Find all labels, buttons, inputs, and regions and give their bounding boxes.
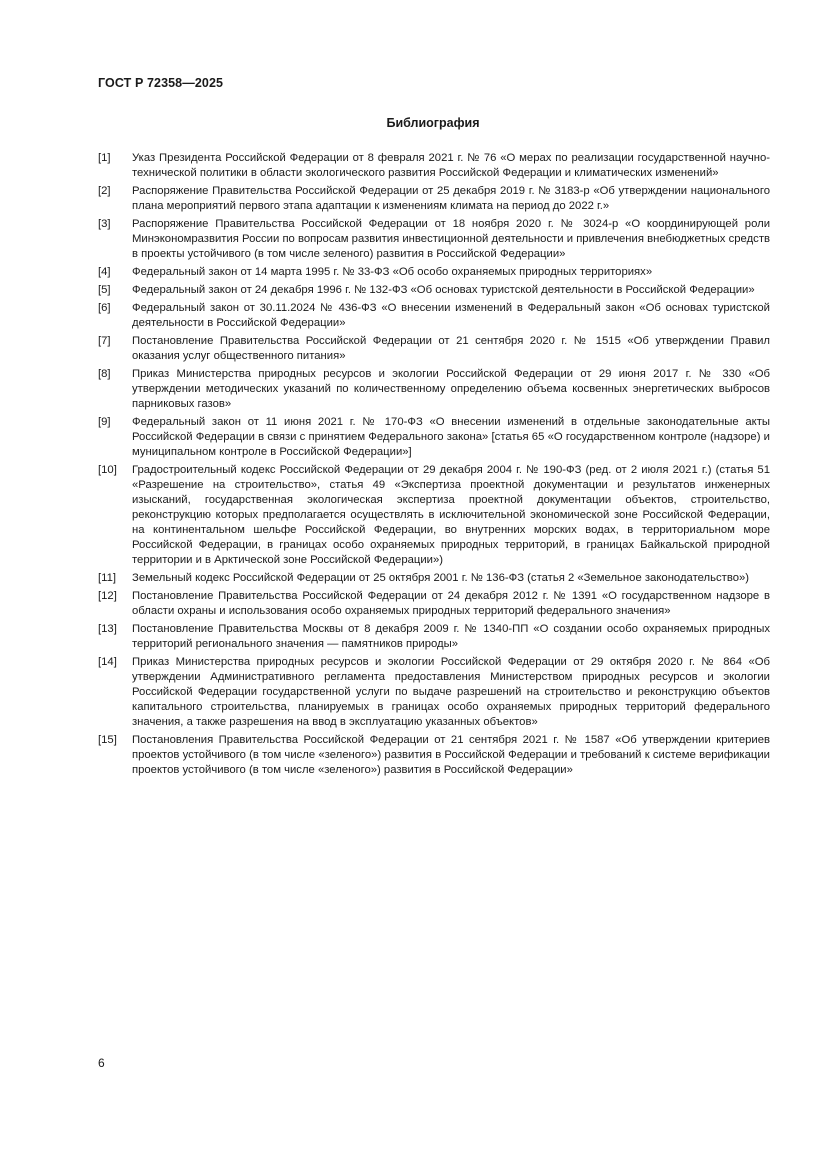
entry-text: Распоряжение Правительства Российской Федерации от 18 ноября 2020 г. № 3024-р «О координирующей роли Минэкономразвития России по вопросам развития инвестиционной деятельности и привлечения внебюджетных средств в проекты устойчивого (в том числе зеленого) развития в Российской Федерации» xyxy=(132,218,770,260)
entry-number: [8] xyxy=(98,368,111,380)
bibliography-entry xyxy=(98,151,770,181)
entry-number: [4] xyxy=(98,266,111,278)
bibliography-entry xyxy=(98,733,770,778)
bibliography-entry xyxy=(98,415,770,460)
bibliography-entry xyxy=(98,655,770,730)
bibliography-list xyxy=(98,151,770,781)
entry-number: [11] xyxy=(98,572,117,584)
bibliography-entry xyxy=(98,301,770,331)
entry-number: [10] xyxy=(98,464,117,476)
entry-number: [13] xyxy=(98,623,117,635)
entry-text: Федеральный закон от 14 марта 1995 г. № 33-ФЗ «Об особо охраняемых природных территориях» xyxy=(132,266,653,278)
document-code-header: ГОСТ Р 72358—2025 xyxy=(98,76,224,90)
bibliography-entry xyxy=(98,283,770,298)
entry-text: Земельный кодекс Российской Федерации от 25 октября 2001 г. № 136-ФЗ (статья 2 «Земельное законодательство») xyxy=(132,572,750,584)
entry-text: Распоряжение Правительства Российской Федерации от 25 декабря 2019 г. № 3183-р «Об утверждении национального плана мероприятий первого этапа адаптации к изменениям климата на период до 2022 г.» xyxy=(132,185,770,212)
bibliography-title: Библиография xyxy=(386,116,480,130)
entry-number: [1] xyxy=(98,152,111,164)
entry-text: Приказ Министерства природных ресурсов и экологии Российской Федерации от 29 июня 2017 г. № 330 «Об утверждении методических указаний по количественному определению объема косвенных энергетических выбросов парниковых газов» xyxy=(132,368,770,410)
bibliography-entry xyxy=(98,367,770,412)
entry-text: Федеральный закон от 24 декабря 1996 г. № 132-ФЗ «Об основах туристской деятельности в Российской Федерации» xyxy=(132,284,755,296)
page-number: 6 xyxy=(98,1056,105,1070)
bibliography-entry xyxy=(98,589,770,619)
entry-text: Постановление Правительства Российской Федерации от 24 декабря 2012 г. № 1391 «О государственном надзоре в области охраны и использования особо охраняемых природных территорий федерального значения» xyxy=(132,590,770,617)
entry-text: Федеральный закон от 11 июня 2021 г. № 170-ФЗ «О внесении изменений в отдельные законодательные акты Российской Федерации в связи с принятием Федерального закона» [статья 65 «О государственном контроле (надзоре) и муниципальном контроле в Российской Федерации»] xyxy=(132,416,770,458)
entry-number: [9] xyxy=(98,416,111,428)
entry-number: [3] xyxy=(98,218,111,230)
entry-text: Федеральный закон от 30.11.2024 № 436-ФЗ «О внесении изменений в Федеральный закон «Об основах туристской деятельности в Российской Федерации» xyxy=(132,302,770,329)
entry-text: Постановления Правительства Российской Федерации от 21 сентября 2021 г. № 1587 «Об утверждении критериев проектов устойчивого (в том числе «зеленого») развития в Российской Федерации и требований к системе верификации проектов устойчивого (в том числе «зеленого») развития в Российской Федерации» xyxy=(132,734,770,776)
entry-text: Указ Президента Российской Федерации от 8 февраля 2021 г. № 76 «О мерах по реализации государственной научно-технической политики в области экологического развития Российской Федерации и климатических изменений» xyxy=(132,152,770,179)
bibliography-entry xyxy=(98,622,770,652)
bibliography-entry xyxy=(98,265,770,280)
entry-number: [12] xyxy=(98,590,117,602)
bibliography-entry xyxy=(98,571,770,586)
bibliography-entry xyxy=(98,217,770,262)
entry-number: [6] xyxy=(98,302,111,314)
bibliography-entry xyxy=(98,184,770,214)
entry-number: [5] xyxy=(98,284,111,296)
entry-text: Постановление Правительства Москвы от 8 декабря 2009 г. № 1340-ПП «О создании особо охраняемых природных территорий регионального значения — памятников природы» xyxy=(132,623,770,650)
bibliography-entry xyxy=(98,334,770,364)
entry-text: Постановление Правительства Российской Федерации от 21 сентября 2020 г. № 1515 «Об утверждении Правил оказания услуг общественного питания» xyxy=(132,335,770,362)
entry-number: [14] xyxy=(98,656,117,668)
bibliography-entry xyxy=(98,463,770,568)
entry-text: Приказ Министерства природных ресурсов и экологии Российской Федерации от 29 октября 2020 г. № 864 «Об утверждении Административного регламента предоставления Министерством природных ресурсов и экологии Российской Федерации государственной услуги по выдаче разрешений на строительство и реконструкцию объектов капитального строительства, планируемых в границах особо охраняемых природных территорий федерального значения, а также разрешения на ввод в эксплуатацию указанных объектов» xyxy=(132,656,770,728)
entry-number: [2] xyxy=(98,185,111,197)
entry-number: [15] xyxy=(98,734,117,746)
entry-number: [7] xyxy=(98,335,111,347)
entry-text: Градостроительный кодекс Российской Федерации от 29 декабря 2004 г. № 190-ФЗ (ред. от 2 июля 2021 г.) (статья 51 «Разрешение на строительство», статья 49 «Экспертиза проектной документации и результатов инженерных изысканий, государственная экологическая экспертиза проектной документации объектов, строительство, реконструкцию которых предполагается осуществлять в исключительной экономической зоне Российской Федерации, на континентальном шельфе Российской Федерации, во внутренних морских водах, в территориальном море Российской Федерации, в границах особо охраняемых природных территорий, в границах Байкальской природной территории и в Арктической зоне Российской Федерации») xyxy=(132,464,770,566)
